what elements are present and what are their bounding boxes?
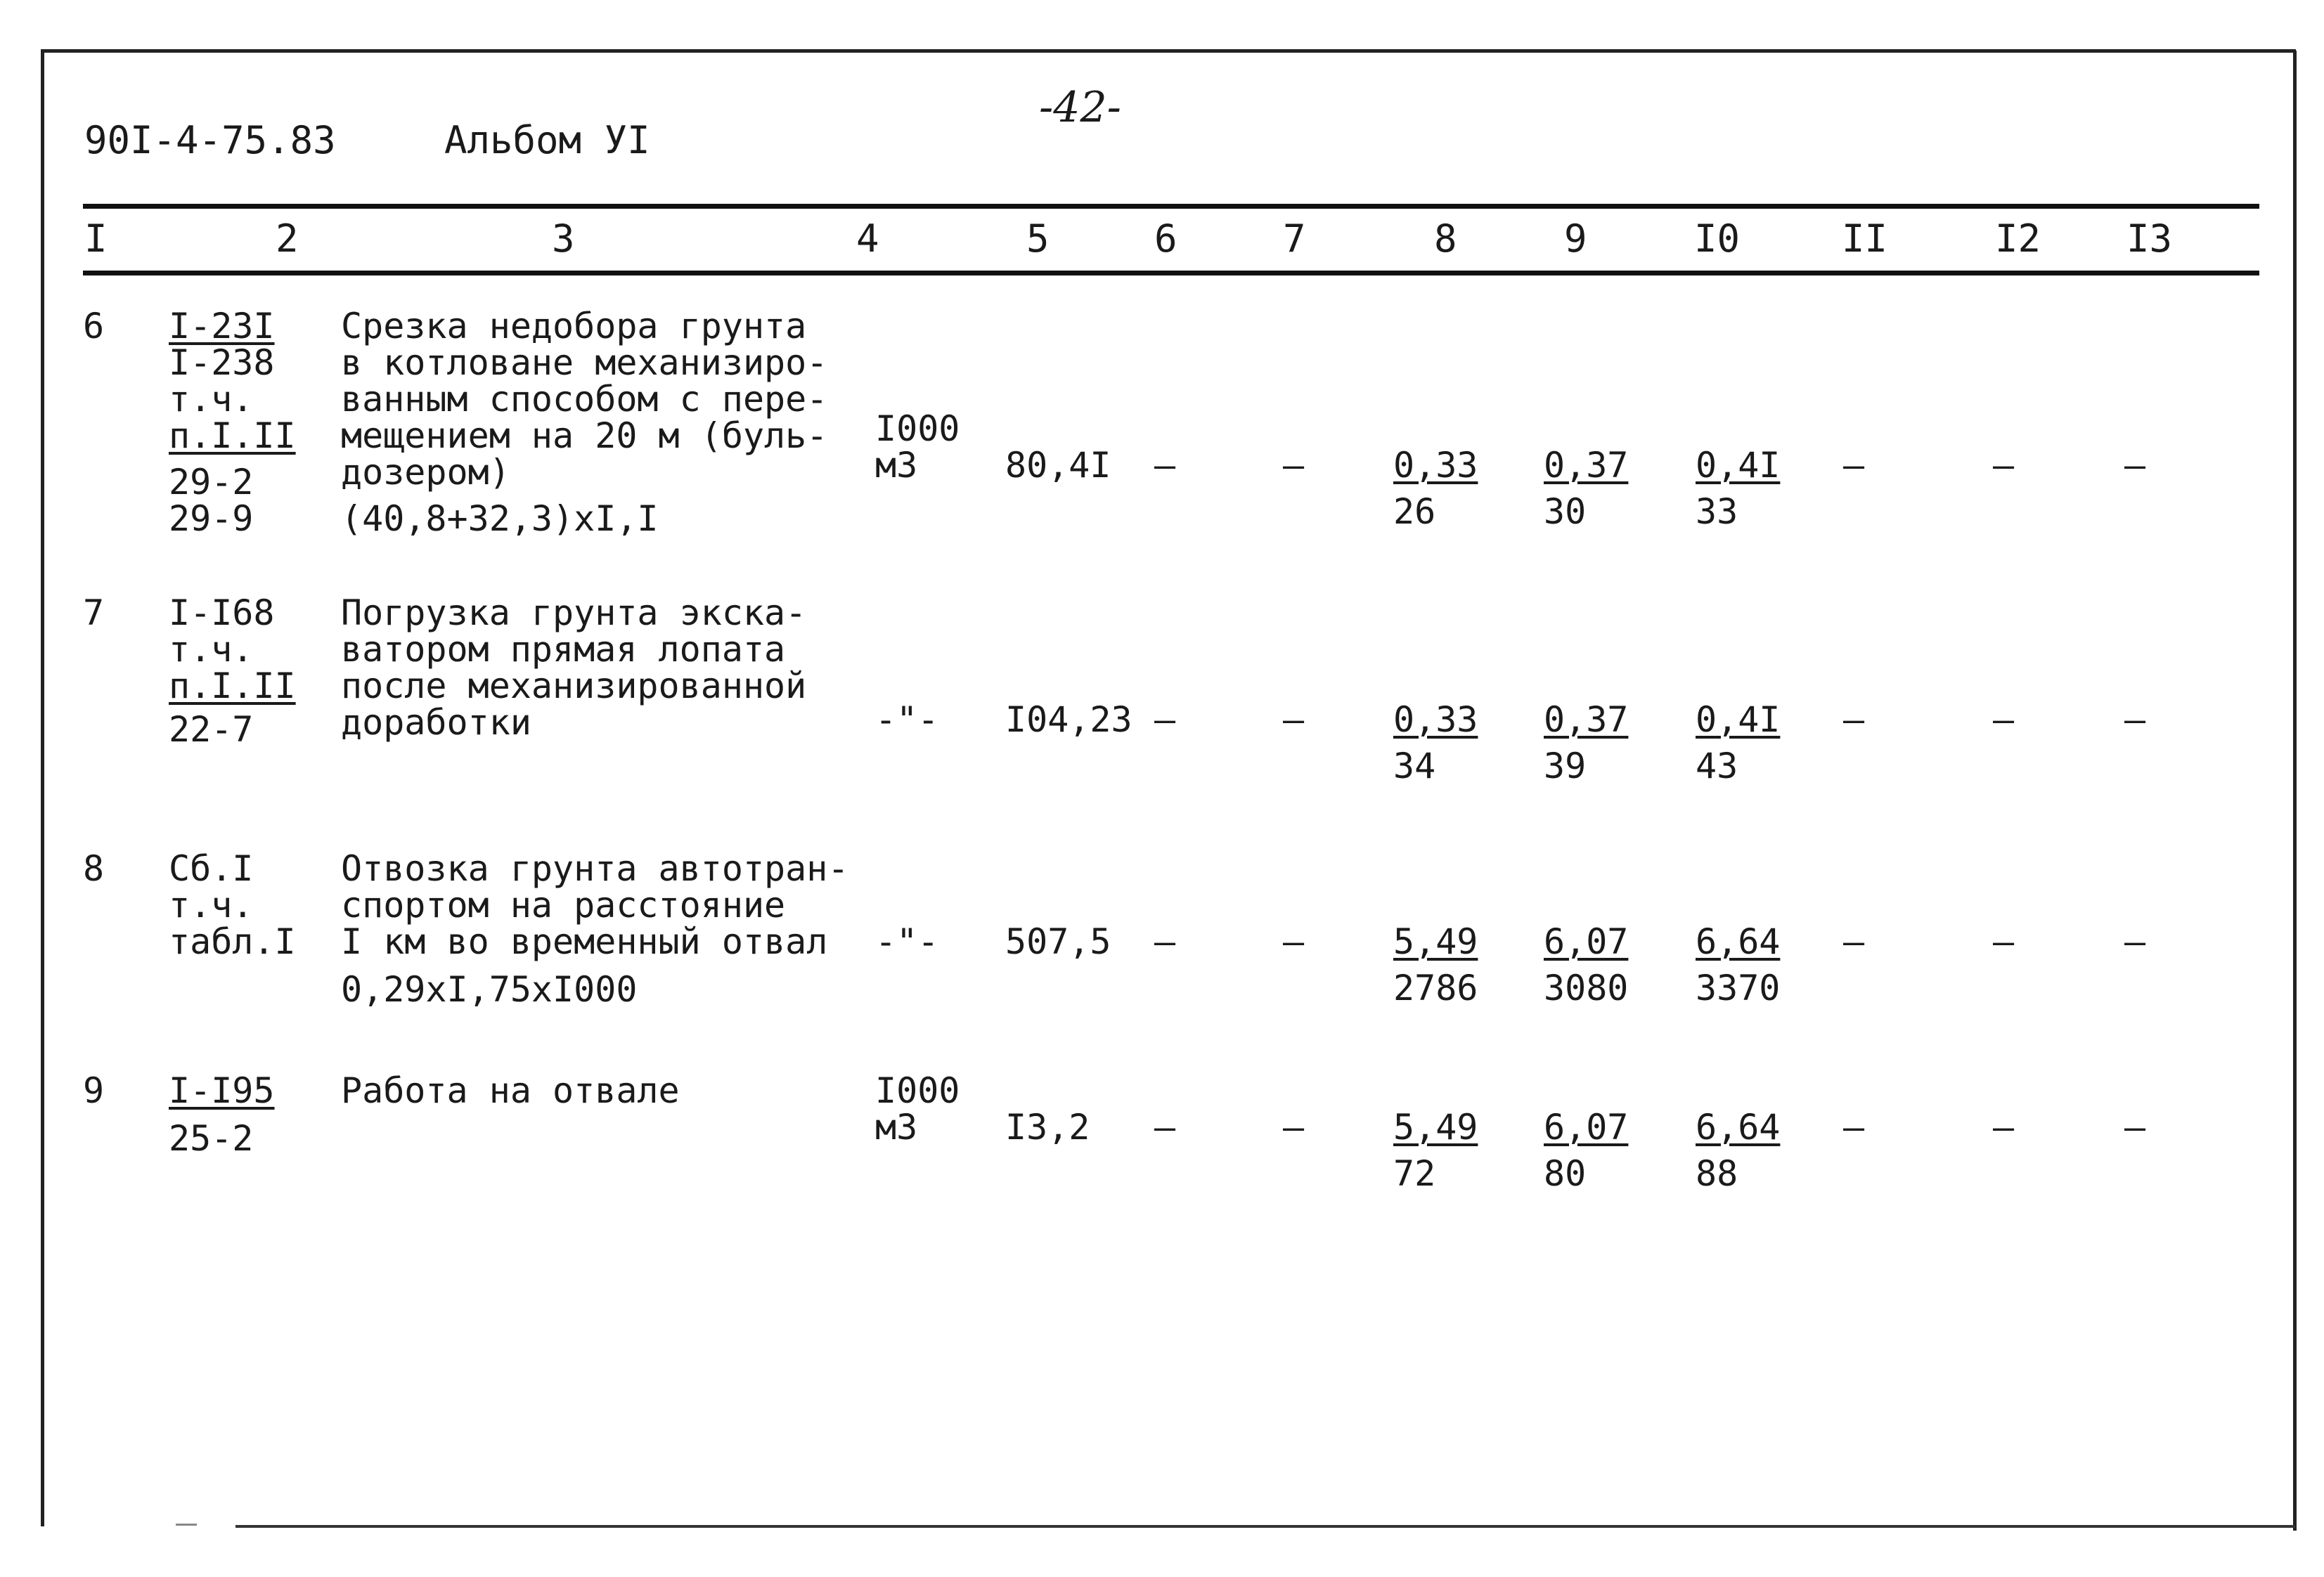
page-border-right	[2293, 51, 2297, 1531]
row-col13: –	[2124, 921, 2146, 962]
doc-code: 90I-4-75.83	[84, 118, 336, 162]
row-quantity: I04,23	[1005, 699, 1132, 740]
page-border-bottom-fragment	[176, 1524, 197, 1526]
col-header-7: 7	[1283, 216, 1306, 261]
row-number: 8	[83, 848, 105, 889]
row-description: Работа на отвале	[341, 1070, 680, 1111]
row-col8: 5,49 2786	[1393, 921, 1478, 1008]
row-col6: –	[1154, 699, 1176, 740]
row-col10: 0,4I 43	[1696, 699, 1781, 786]
row-unit: I000 м3	[875, 1070, 960, 1148]
col-header-8: 8	[1434, 216, 1457, 261]
col-header-11: II	[1842, 216, 1888, 261]
row-col8: 0,33 34	[1393, 699, 1478, 786]
row-unit: -"-	[875, 921, 939, 962]
row-number: 6	[83, 306, 105, 346]
col-header-9: 9	[1564, 216, 1587, 261]
row-col6: –	[1154, 921, 1176, 962]
row-col6: –	[1154, 445, 1176, 486]
row-col13: –	[2124, 699, 2146, 740]
row-quantity: 80,4I	[1005, 445, 1111, 486]
row-col8: 0,33 26	[1393, 445, 1478, 532]
table-header-rule-bottom	[83, 271, 2259, 275]
row-col9: 0,37 39	[1544, 699, 1629, 786]
row-col7: –	[1283, 699, 1305, 740]
row-col12: –	[1993, 699, 2015, 740]
row-reference: I-23I I-238 т.ч. п.I.II 29-2 29-9	[169, 306, 296, 539]
row-description: Погрузка грунта экска- ватором прямая лопата после механизированной доработки	[341, 592, 807, 743]
col-header-6: 6	[1154, 216, 1177, 261]
row-unit: -"-	[875, 699, 939, 740]
col-header-12: I2	[1995, 216, 2041, 261]
row-quantity: 507,5	[1005, 921, 1111, 962]
row-col6: –	[1154, 1107, 1176, 1148]
page-number: -42-	[1039, 83, 1121, 132]
row-number: 9	[83, 1070, 105, 1111]
row-col8: 5,49 72	[1393, 1107, 1478, 1194]
row-col11: –	[1843, 445, 1865, 486]
row-col9: 6,07 80	[1544, 1107, 1629, 1194]
row-reference: I-I95 25-2	[169, 1070, 275, 1159]
row-col11: –	[1843, 921, 1865, 962]
col-header-13: I3	[2126, 216, 2173, 261]
col-header-1: I	[84, 216, 108, 261]
album-title: Альбом УI	[444, 118, 650, 162]
page-border-bottom	[235, 1525, 2295, 1528]
row-col11: –	[1843, 699, 1865, 740]
row-col11: –	[1843, 1107, 1865, 1148]
row-col9: 0,37 30	[1544, 445, 1629, 532]
row-col13: –	[2124, 1107, 2146, 1148]
col-header-2: 2	[276, 216, 299, 261]
table-header-rule-top	[83, 204, 2259, 209]
row-col9: 6,07 3080	[1544, 921, 1629, 1008]
row-description: Срезка недобора грунта в котловане механизиро- ванным способом с пере- мещением на 20 м (буль- дозером) (40,8+32,3)xI,I	[341, 306, 828, 539]
page-border-left	[41, 51, 44, 1526]
row-reference: I-I68 т.ч. п.I.II 22-7	[169, 592, 296, 750]
row-reference: Сб.I т.ч. табл.I	[169, 848, 296, 962]
row-col10: 6,64 3370	[1696, 921, 1781, 1008]
row-col7: –	[1283, 1107, 1305, 1148]
row-col10: 0,4I 33	[1696, 445, 1781, 532]
row-col7: –	[1283, 921, 1305, 962]
row-col12: –	[1993, 445, 2015, 486]
row-quantity: I3,2	[1005, 1107, 1090, 1148]
col-header-4: 4	[856, 216, 879, 261]
row-col12: –	[1993, 1107, 2015, 1148]
col-header-5: 5	[1026, 216, 1050, 261]
row-number: 7	[83, 592, 105, 633]
row-unit: I000 м3	[875, 408, 960, 486]
col-header-3: 3	[552, 216, 575, 261]
row-col7: –	[1283, 445, 1305, 486]
row-col12: –	[1993, 921, 2015, 962]
col-header-10: I0	[1694, 216, 1741, 261]
page-border-top	[41, 49, 2296, 53]
row-col13: –	[2124, 445, 2146, 486]
row-description: Отвозка грунта автотран- спортом на расстояние I км во временный отвал 0,29xI,75xI000	[341, 848, 849, 1010]
row-col10: 6,64 88	[1696, 1107, 1781, 1194]
